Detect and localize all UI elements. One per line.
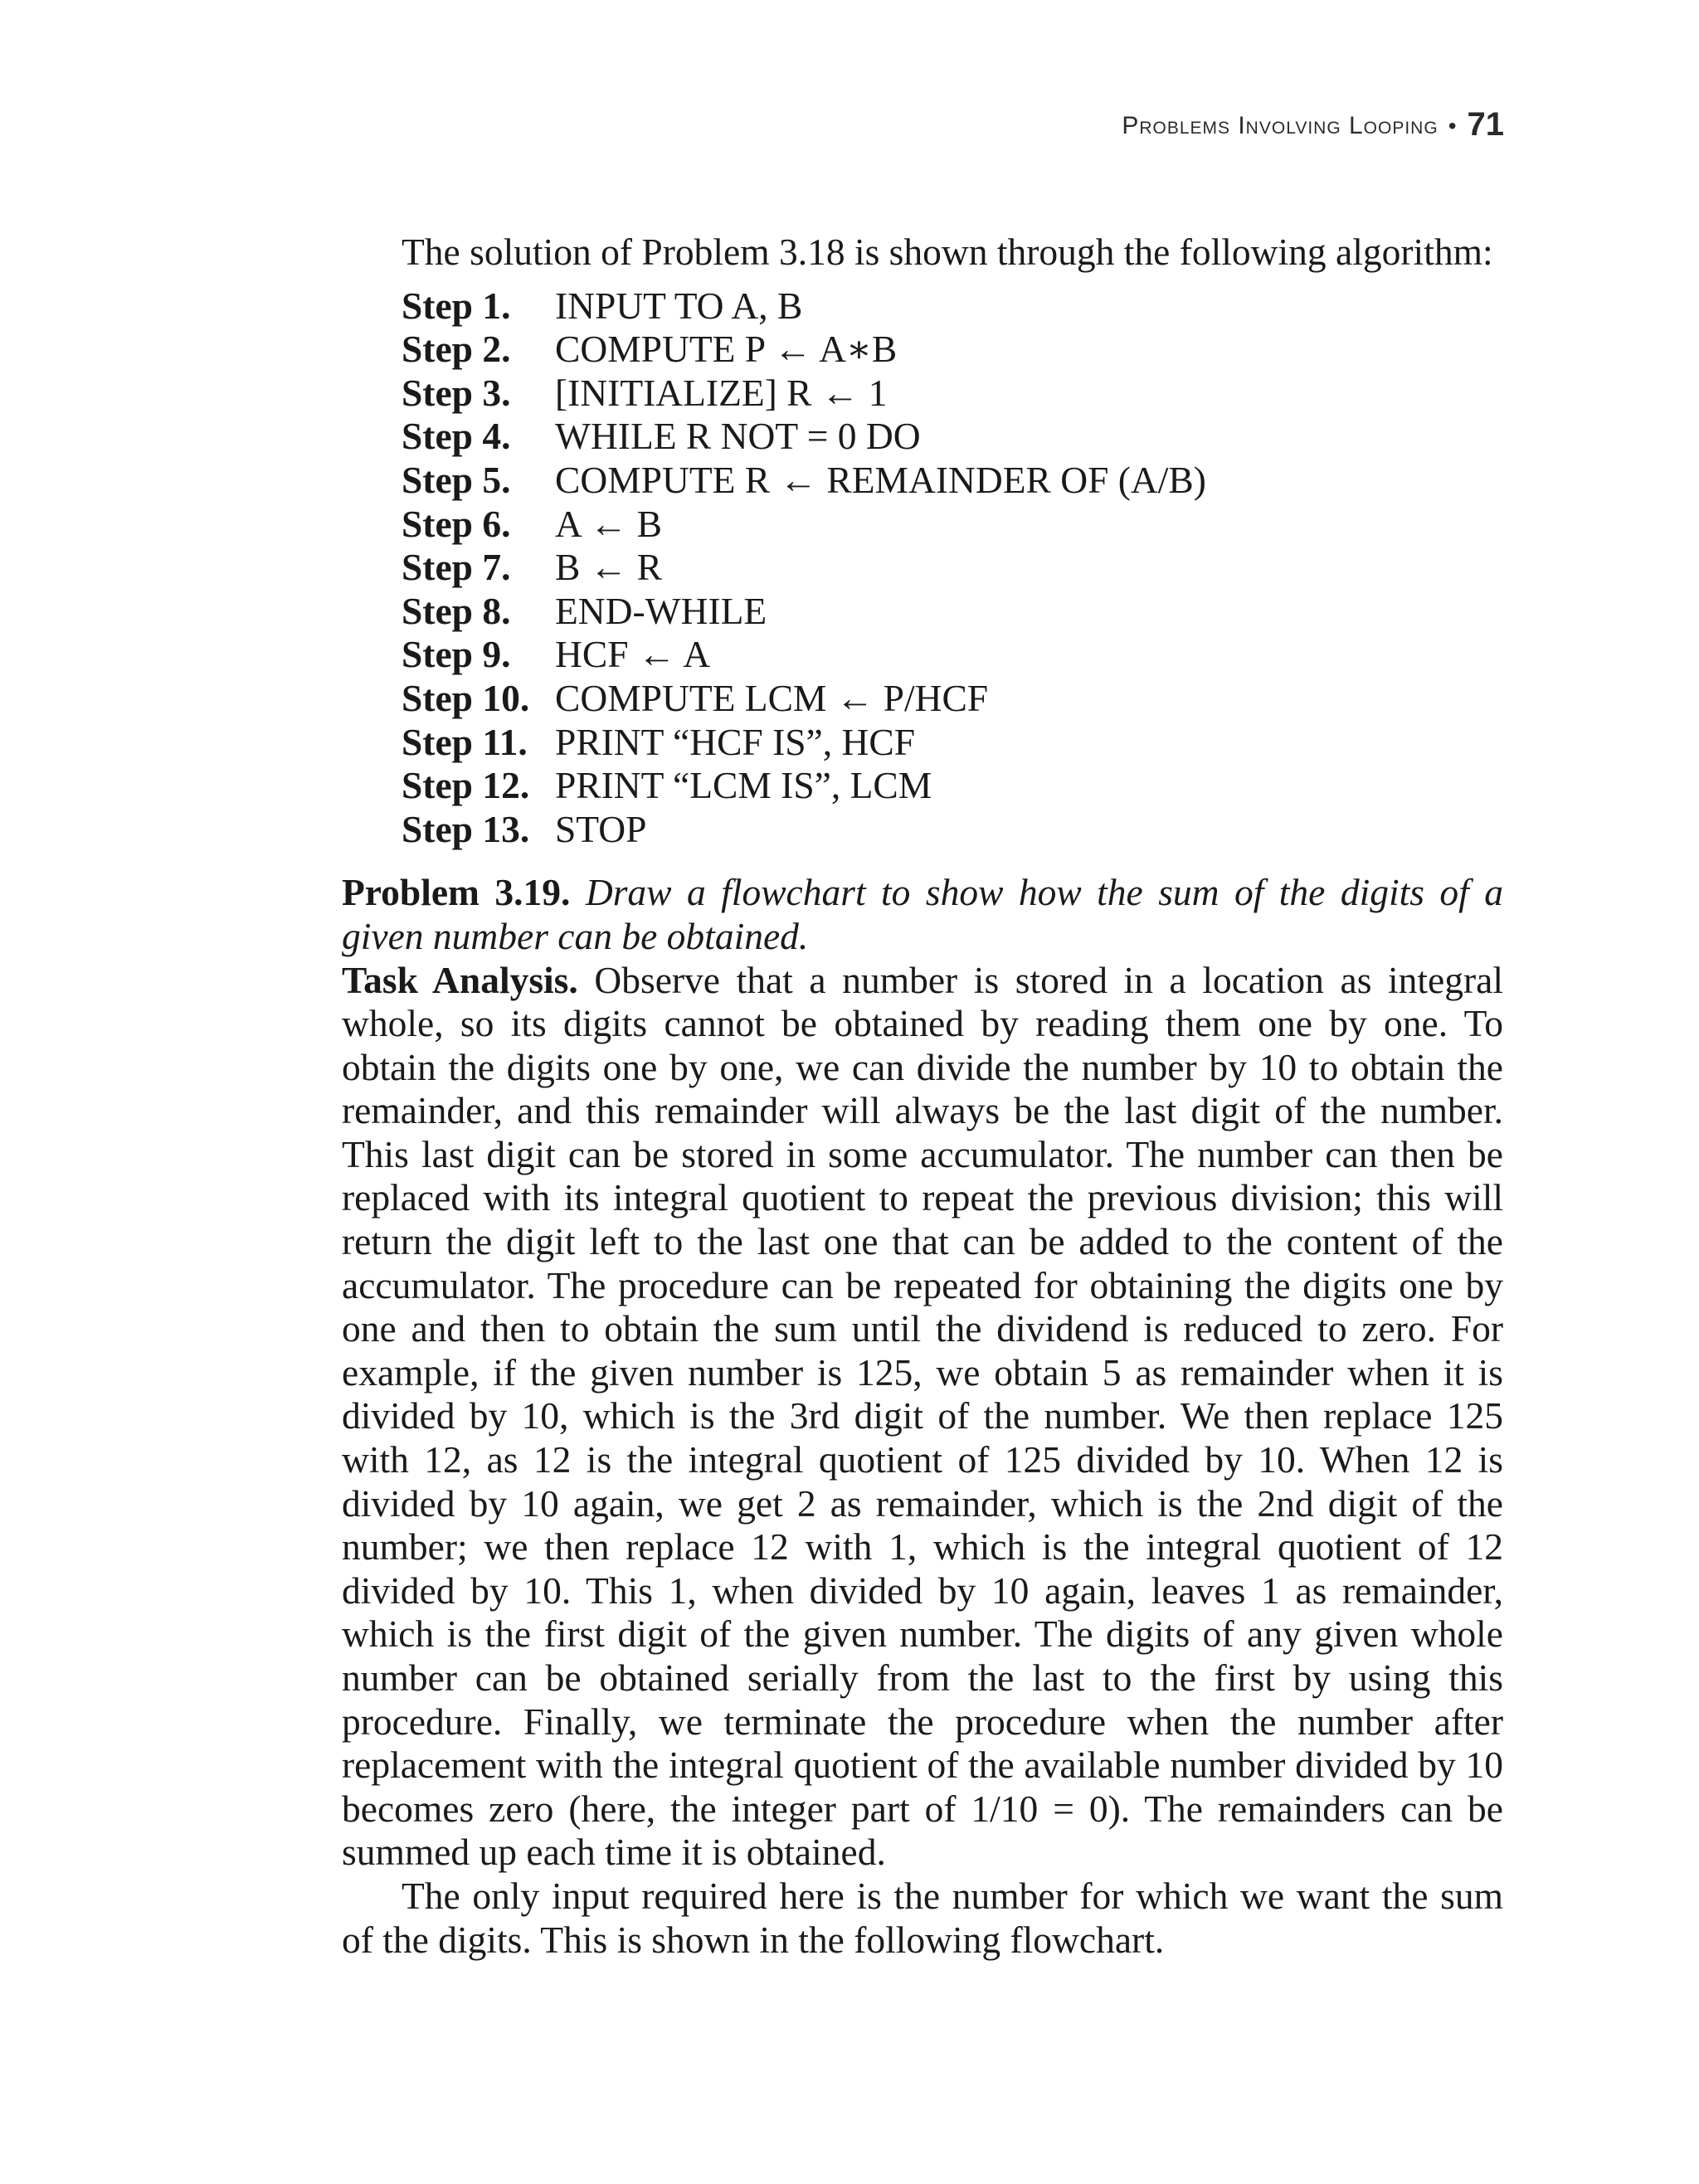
task-analysis-label: Task Analysis. [342,958,578,1001]
step-text: COMPUTE LCM ← P/HCF [555,676,989,719]
step-text: STOP [555,807,647,850]
algorithm-step [402,764,1503,808]
page-number: 71 [1467,106,1504,143]
step-label: Step 1. [402,284,511,327]
algorithm-steps [402,285,1503,852]
step-label: Step 10. [402,676,530,719]
running-head-title: Problems Involving Looping [1122,112,1439,139]
algorithm-step [402,459,1503,503]
problem-statement [342,871,1503,958]
step-text: END-WHILE [555,589,767,632]
step-label: Step 12. [402,764,530,807]
step-label: Step 3. [402,371,511,414]
step-label: Step 2. [402,328,511,371]
running-head [1122,106,1504,143]
running-head-bullet: • [1448,113,1458,139]
step-text: A ← B [555,502,662,545]
algorithm-step [402,503,1503,547]
step-label: Step 6. [402,502,511,545]
algorithm-step [402,372,1503,416]
algorithm-step [402,415,1503,459]
step-label: Step 13. [402,807,530,850]
algorithm-step [402,285,1503,328]
step-label: Step 7. [402,546,511,589]
step-label: Step 4. [402,415,511,458]
step-label: Step 5. [402,458,511,501]
step-text: WHILE R NOT = 0 DO [555,415,921,458]
step-text: COMPUTE R ← REMAINDER OF (A/B) [555,458,1206,501]
step-label: Step 9. [402,633,511,676]
algorithm-step [402,590,1503,634]
page-body [342,231,1503,1962]
problem-text: Draw a flowchart to show how the sum of the digits of a given number can be obtained. [342,871,1503,957]
algorithm-step [402,633,1503,677]
task-analysis-text: Observe that a number is stored in a location as integral whole, so its digits cannot be obtained by reading them one by one. To obtain the digits one by one, we can divide the number by 10 to obtain the remainder, and this remainder will always be the last digit of the number. This last digit can be stored in some accumulator. The number can then be replaced with its integral quotient to repeat the previous division; this will return the digit left to the last one that can be added to the content of the accumulator. The procedure can be repeated for obtaining the digits one by one and then to obtain the sum until the dividend is reduced to zero. For example, if the given number is 125, we obtain 5 as remainder when it is divided by 10, which is the 3rd digit of the number. We then replace 125 with 12, as 12 is the integral quotient of 125 divided by 10. When 12 is divided by 10 again, we get 2 as remainder, which is the 2nd digit of the number; we then replace 12 with 1, which is the integral quotient of 12 divided by 10. This 1, when divided by 10 again, leaves 1 as remainder, which is the first digit of the given number. The digits of any given whole number can be obtained serially from the last to the first by using this procedure. Finally, we terminate the procedure when the number after replacement with the integral quotient of the available number divided by 10 becomes zero (here, the integer part of 1/10 = 0). The remainders can be summed up each time it is obtained. [342,958,1503,1874]
task-analysis-paragraph [342,959,1503,1875]
step-text: PRINT “LCM IS”, LCM [555,764,932,807]
algorithm-step [402,328,1503,372]
step-text: [INITIALIZE] R ← 1 [555,371,888,414]
problem-label: Problem 3.19. [342,871,571,914]
intro-paragraph: The solution of Problem 3.18 is shown through the following algorithm: [402,231,1493,273]
step-text: PRINT “HCF IS”, HCF [555,720,916,763]
step-text: HCF ← A [555,633,711,676]
algorithm-step [402,546,1503,590]
step-text: COMPUTE P ← A∗B [555,328,898,371]
step-text: B ← R [555,546,662,589]
step-text: INPUT TO A, B [555,284,803,327]
algorithm-step [402,808,1503,852]
algorithm-step [402,721,1503,765]
closing-paragraph: The only input required here is the number for which we want the sum of the digits. This is shown in the following flowchart. [342,1874,1503,1961]
algorithm-step [402,677,1503,721]
step-label: Step 11. [402,720,528,763]
step-label: Step 8. [402,589,511,632]
